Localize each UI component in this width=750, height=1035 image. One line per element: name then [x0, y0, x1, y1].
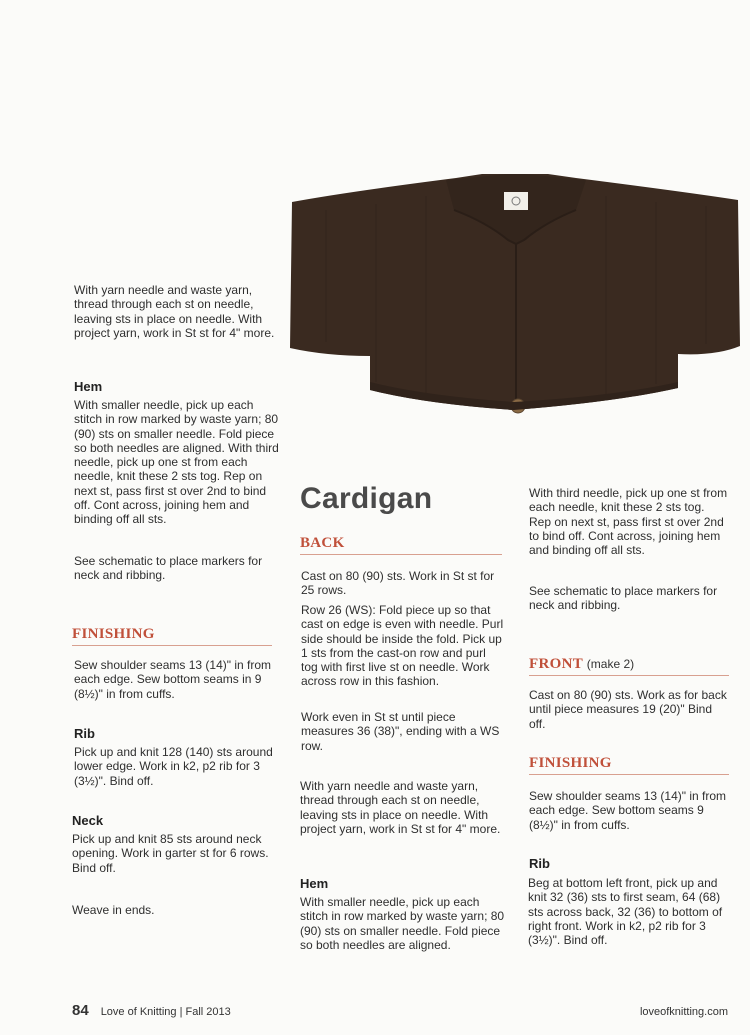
front-heading: FRONT (make 2) [529, 656, 729, 676]
middle-waste-text: With yarn needle and waste yarn, thread through each st on needle, leaving sts in place on needle. With project yarn, work in St st for 4" more. [300, 779, 501, 836]
cardigan-photo [286, 170, 742, 440]
left-intro-text: With yarn needle and waste yarn, thread through each st on needle, leaving sts in place on needle. With project yarn, work in St st for 4" more. [74, 283, 275, 340]
pattern-title: Cardigan [300, 482, 433, 515]
left-rib-text: Pick up and knit 128 (140) sts around lower edge. Work in k2, p2 rib for 3 (3½)". Bind off. [74, 745, 273, 788]
website-link[interactable]: loveofknitting.com [639, 1006, 728, 1018]
page-number: 84 [72, 1002, 89, 1019]
right-finishing-heading: FINISHING [529, 755, 729, 775]
right-rib-text: Beg at bottom left front, pick up and knit 32 (36) sts to first seam, 64 (68) sts across back, 32 (36) to bottom of right front. Work in k2, p2 rib for 3 (3½)". Bind off. [528, 876, 723, 948]
right-cont-text: With third needle, pick up one st from each needle, knit these 2 sts tog. Rep on next st, pass first st over 2nd to bind off. Cont across, joining hem and binding off all sts. [529, 486, 728, 558]
back-heading: BACK [300, 535, 502, 555]
back-para-3: Work even in St st until piece measures 36 (38)", ending with a WS row. [301, 710, 500, 753]
right-finishing-text: Sew shoulder seams 13 (14)" in from each edge. Sew bottom seams 9 (8½)" in from cuffs. [529, 789, 727, 832]
left-hem-heading: Hem [74, 379, 103, 394]
middle-hem-text: With smaller needle, pick up each stitch in row marked by waste yarn; 80 (90) sts on smaller needle. Fold piece so both needles are aligned. [300, 895, 505, 952]
middle-hem-heading: Hem [300, 876, 329, 891]
issue-date: | Fall 2013 [179, 1006, 231, 1018]
magazine-name: Love of Knitting [100, 1006, 177, 1018]
front-note: (make 2) [586, 657, 635, 671]
left-rib-heading: Rib [74, 726, 95, 741]
left-neck-text: Pick up and knit 85 sts around neck opening. Work in garter st for 6 rows. Bind off. [72, 832, 269, 875]
left-neck-heading: Neck [72, 813, 104, 828]
footer-left [72, 1002, 231, 1019]
right-schematic-note: See schematic to place markers for neck and ribbing. [529, 584, 718, 613]
back-para-2: Row 26 (WS): Fold piece up so that cast on edge is even with needle. Purl side should be inside the fold. Pick up 1 sts from the cast-on row and purl tog with first live st on needle. Work across row in this fashion. [301, 603, 504, 689]
left-hem-text: With smaller needle, pick up each stitch in row marked by waste yarn; 80 (90) sts on smaller needle. Fold piece so both needles are aligned. With third needle, pick up one st from each needle, knit these 2 sts tog. Rep on next st, pass first st over 2nd to bind off. Cont across, joining hem and binding off all sts. [74, 398, 279, 527]
back-para-1: Cast on 80 (90) sts. Work in St st for 25 rows. [301, 569, 495, 598]
left-weave-text: Weave in ends. [72, 903, 155, 917]
left-finishing-heading: FINISHING [72, 626, 272, 646]
left-schematic-note: See schematic to place markers for neck and ribbing. [74, 554, 263, 583]
right-rib-heading: Rib [529, 856, 550, 871]
left-finishing-text: Sew shoulder seams 13 (14)" in from each edge. Sew bottom seams in 9 (8½)" in from cuffs. [74, 658, 272, 701]
front-text: Cast on 80 (90) sts. Work as for back until piece measures 19 (20)" Bind off. [529, 688, 727, 731]
